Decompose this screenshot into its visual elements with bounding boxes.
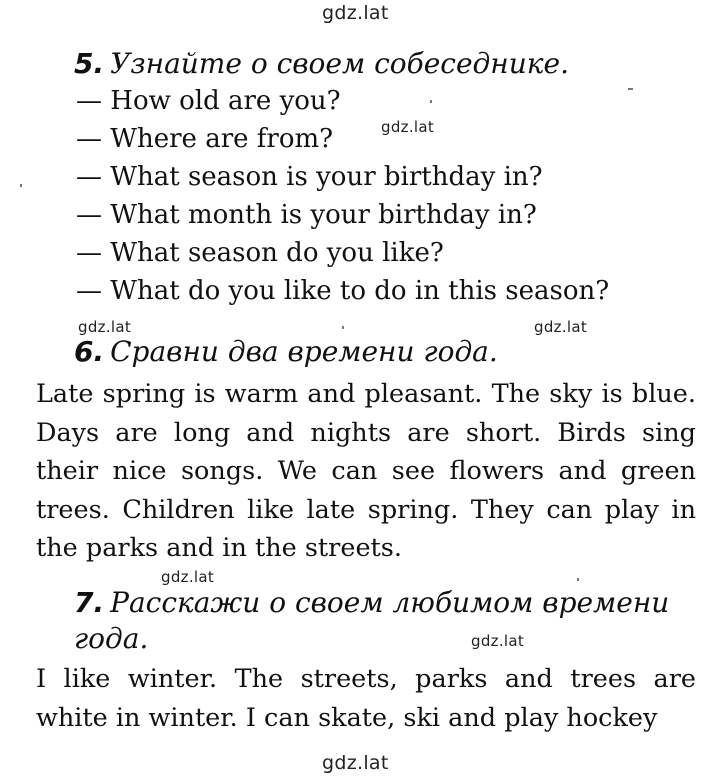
exercise-title: Узнайте о своем собеседнике. bbox=[110, 47, 569, 80]
exercise-6-heading bbox=[74, 335, 498, 368]
question-line: — What month is your birthday in? bbox=[76, 200, 537, 230]
exercise-6-text: Late spring is warm and pleasant. The sky is blue. Days are long and nights are short. Birds sing their nice songs. We can see flowers and green trees. Children like late spring. They can play in the parks and in the streets. bbox=[36, 379, 696, 563]
watermark-top: gdz.lat bbox=[322, 2, 389, 24]
scan-speck bbox=[628, 88, 633, 90]
exercise-7-heading bbox=[74, 586, 670, 619]
scan-speck bbox=[342, 326, 344, 329]
question-line: — How old are you? bbox=[76, 86, 341, 116]
question-line: — Where are from? bbox=[76, 124, 334, 154]
watermark: gdz.lat bbox=[534, 318, 588, 336]
watermark-bottom: gdz.lat bbox=[322, 752, 389, 774]
question-line: — What do you like to do in this season? bbox=[76, 276, 610, 306]
scan-speck bbox=[430, 100, 432, 103]
exercise-number: 7. bbox=[74, 586, 105, 619]
exercise-number: 6. bbox=[74, 335, 105, 368]
watermark: gdz.lat bbox=[78, 318, 132, 336]
scan-speck bbox=[20, 184, 22, 187]
watermark: gdz.lat bbox=[381, 118, 435, 136]
question-line: — What season is your birthday in? bbox=[76, 162, 543, 192]
exercise-7-heading-line2: года. bbox=[74, 622, 149, 655]
exercise-title: Сравни два времени года. bbox=[110, 335, 498, 368]
exercise-5-heading bbox=[74, 47, 569, 80]
exercise-7-text: I like winter. The streets, parks and trees are white in winter. I can skate, ski and play hockey bbox=[36, 664, 696, 733]
scan-speck bbox=[577, 578, 579, 581]
watermark: gdz.lat bbox=[161, 568, 215, 586]
exercise-number: 5. bbox=[74, 47, 105, 80]
watermark: gdz.lat bbox=[471, 632, 525, 650]
exercise-title: Расскажи о своем любимом времени bbox=[110, 586, 670, 619]
question-line: — What season do you like? bbox=[76, 238, 444, 268]
